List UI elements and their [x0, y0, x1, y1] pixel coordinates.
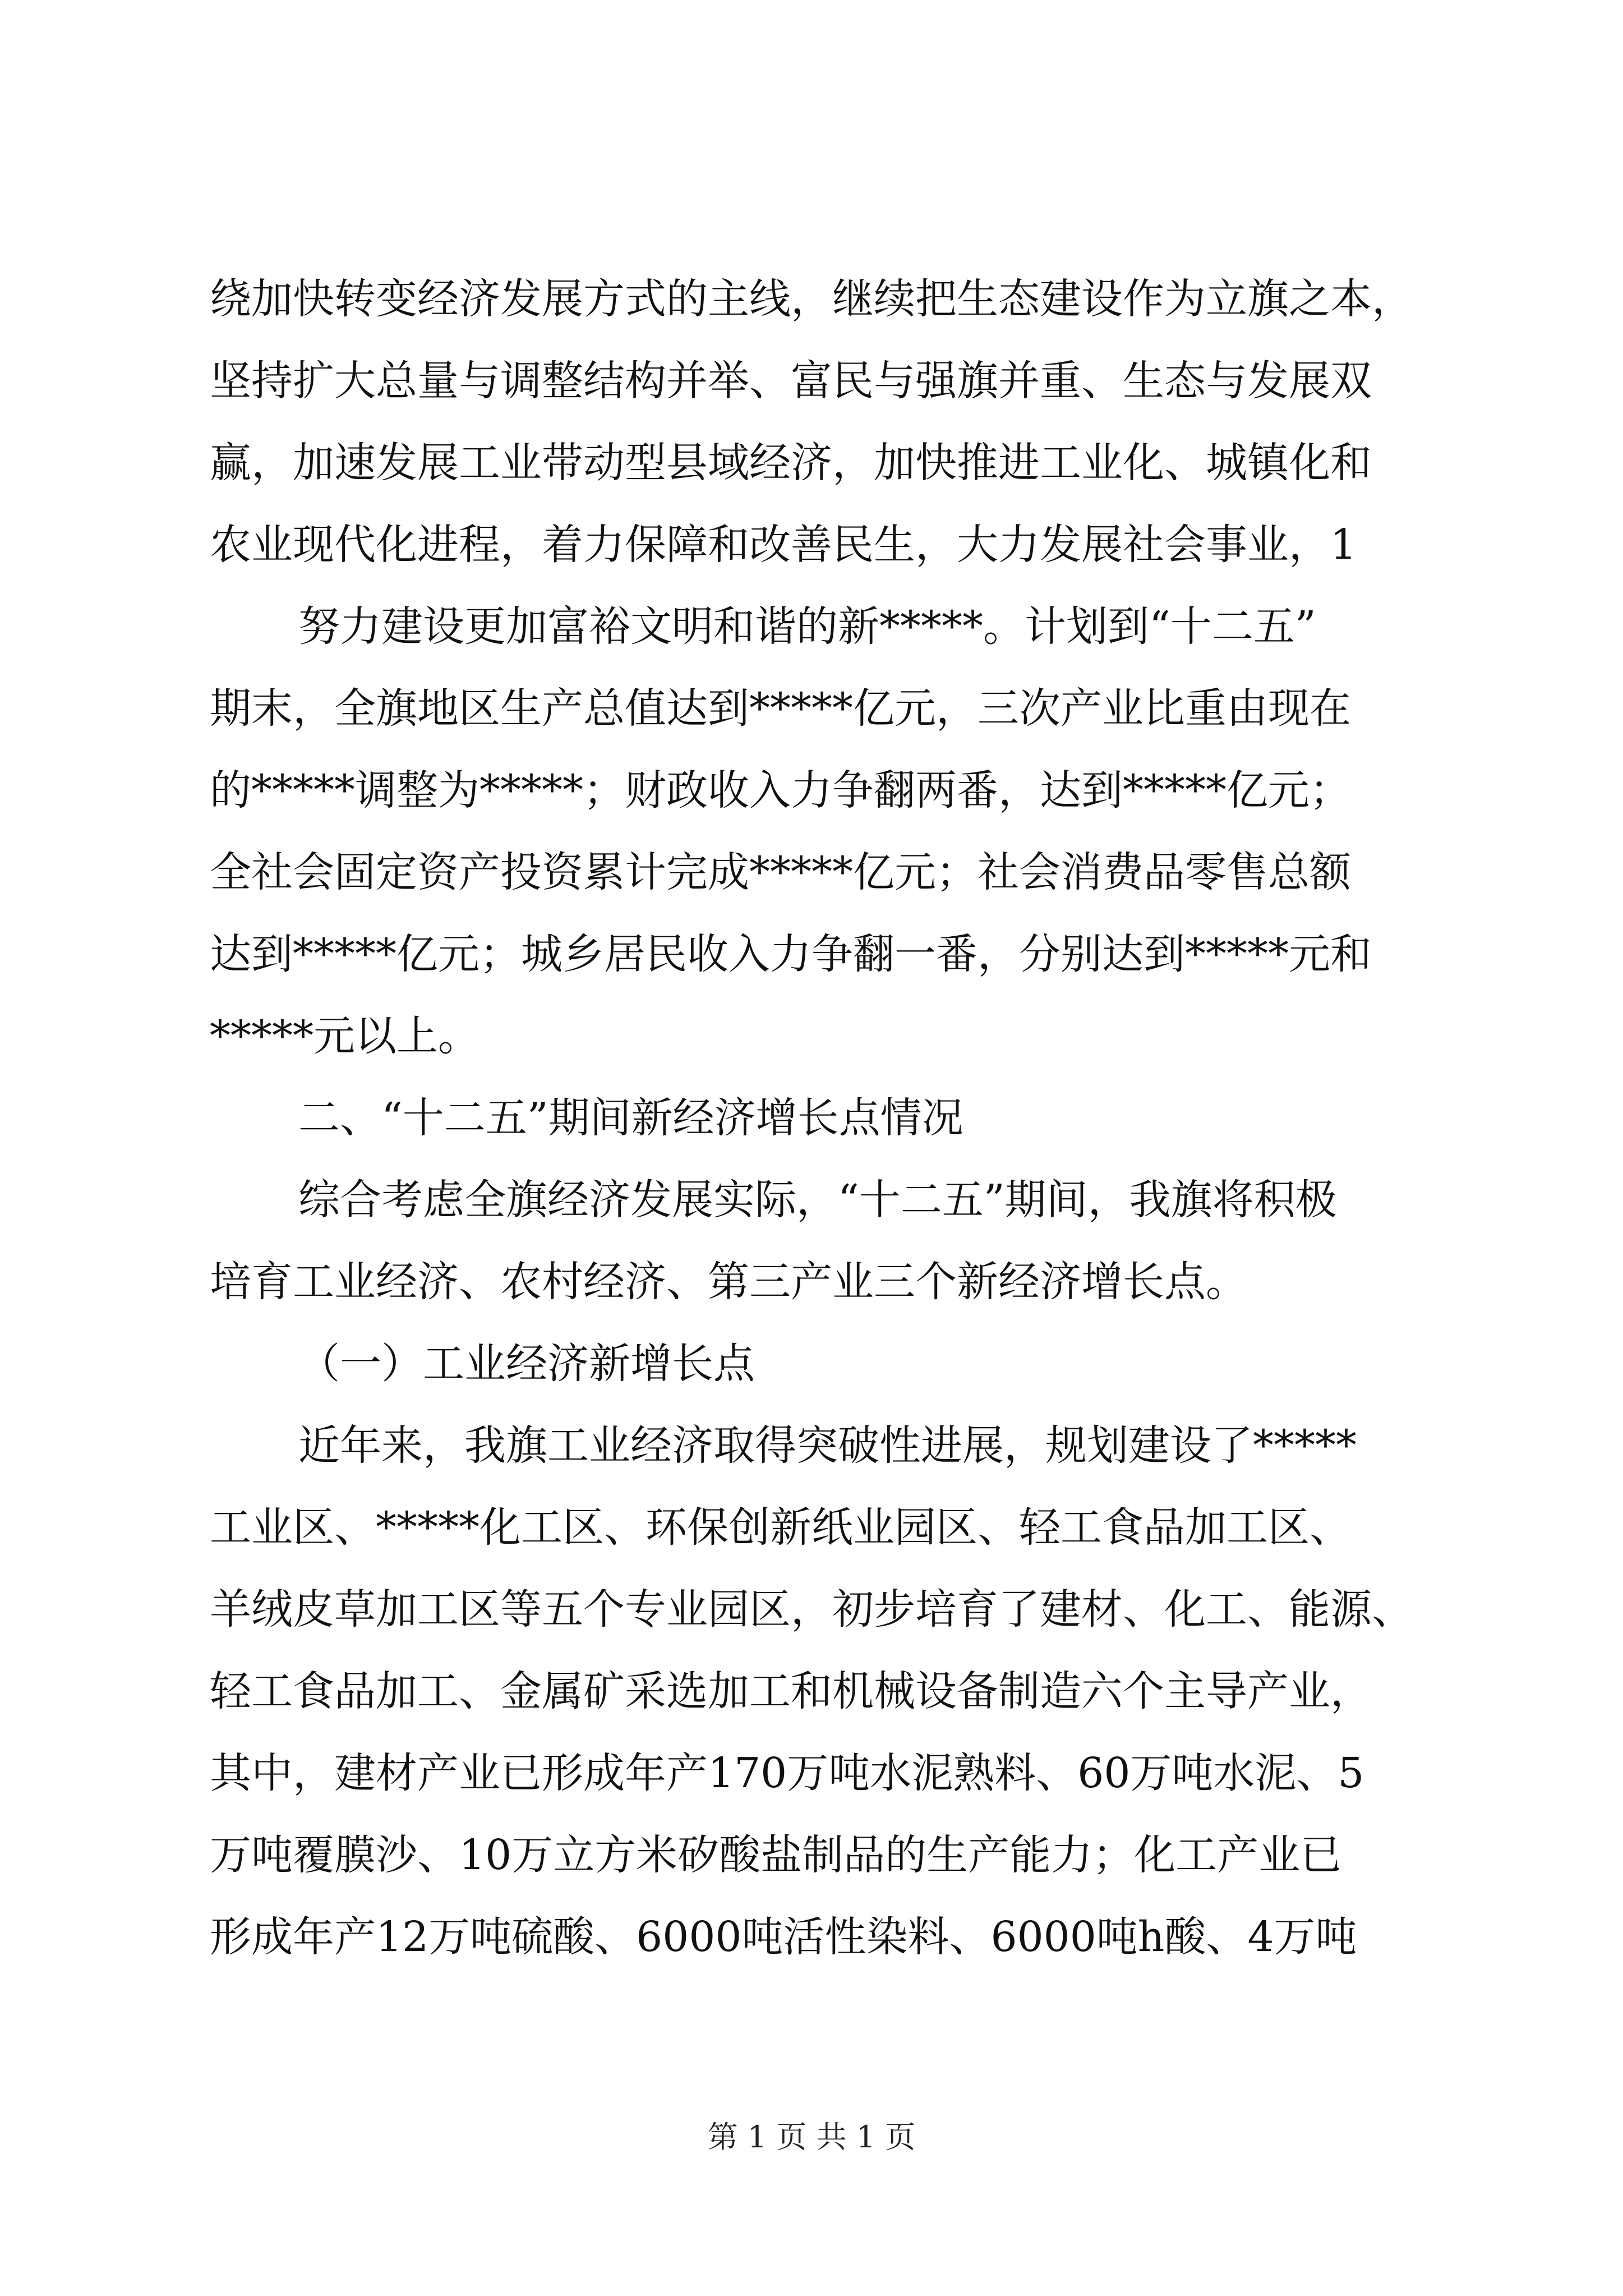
text-line-13: 培育工业经济、农村经济、第三产业三个新经济增长点。	[210, 1258, 1247, 1306]
text-line-8: 全社会固定资产投资累计完成*****亿元；社会消费品零售总额	[210, 848, 1351, 896]
text-line-1: 绕加快转变经济发展方式的主线，继续把生态建设作为立旗之本，	[210, 275, 1413, 323]
text-line-18: 轻工食品加工、金属矿采选加工和机械设备制造六个主导产业，	[210, 1667, 1372, 1715]
text-line-16: 工业区、*****化工区、环保创新纸业园区、轻工食品加工区、	[210, 1503, 1351, 1552]
body-text	[210, 258, 1421, 1978]
text-line-15: 近年来，我旗工业经济取得突破性进展，规划建设了*****	[298, 1421, 1357, 1470]
text-line-20: 万吨覆膜沙、10万立方米矽酸盐制品的生产能力；化工产业已	[210, 1831, 1342, 1879]
text-line-12: 综合考虑全旗经济发展实际，“十二五”期间，我旗将积极	[298, 1176, 1337, 1224]
subsection-heading-1: （一）工业经济新增长点	[298, 1340, 755, 1388]
text-line-2: 坚持扩大总量与调整结构并举、富民与强旗并重、生态与发展双	[210, 357, 1372, 405]
text-line-5: 努力建设更加富裕文明和谐的新*****。计划到“十二五”	[298, 602, 1316, 651]
section-heading-2: 二、“十二五”期间新经济增长点情况	[298, 1094, 963, 1142]
page-footer	[0, 2118, 1623, 2157]
page-number-label: 第 1 页 共 1 页	[707, 2119, 916, 2155]
text-line-21: 形成年产12万吨硫酸、6000吨活性染料、6000吨h酸、4万吨	[210, 1913, 1357, 1961]
text-line-6: 期末，全旗地区生产总值达到*****亿元，三次产业比重由现在	[210, 684, 1351, 733]
text-line-7: 的*****调整为*****；财政收入力争翻两番，达到*****亿元；	[210, 766, 1351, 815]
text-line-4: 农业现代化进程，着力保障和改善民生，大力发展社会事业，1	[210, 521, 1357, 569]
text-line-9: 达到*****亿元；城乡居民收入力争翻一番，分别达到*****元和	[210, 930, 1372, 978]
text-line-19: 其中，建材产业已形成年产170万吨水泥熟料、60万吨水泥、5	[210, 1749, 1364, 1797]
text-line-3: 赢，加速发展工业带动型县域经济，加快推进工业化、城镇化和	[210, 439, 1372, 487]
text-line-10: *****元以上。	[210, 1012, 479, 1060]
text-line-17: 羊绒皮草加工区等五个专业园区，初步培育了建材、化工、能源、	[210, 1585, 1413, 1634]
